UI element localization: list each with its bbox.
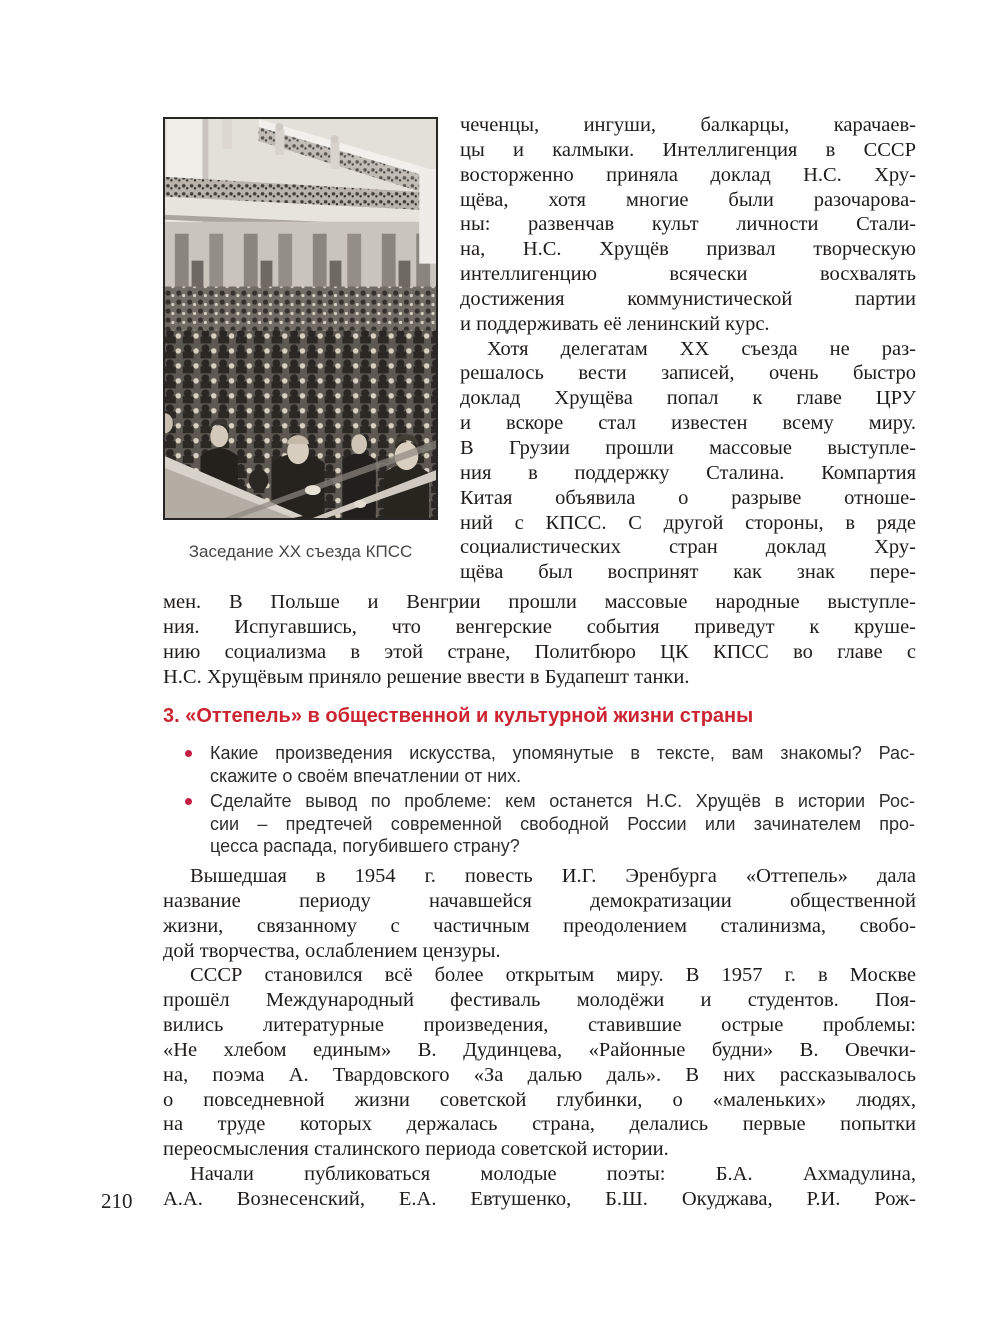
- text-line: щёва, хотя многие были разочарова-: [460, 188, 916, 211]
- right-column: [460, 113, 916, 585]
- text-line: Н.С. Хрущёвым приняло решение ввести в Будапешт танки.: [163, 665, 690, 688]
- continuation-paragraph: [163, 590, 916, 689]
- text-line: доклад Хрущёва попал к главе ЦРУ: [460, 387, 916, 410]
- congress-photo-illustration: [165, 119, 436, 518]
- text-line: и вскоре стал известен всему миру.: [460, 412, 916, 435]
- body-text: [163, 864, 916, 1212]
- text-line: восторженно приняла доклад Н.С. Хру-: [460, 163, 916, 186]
- text-line: вились литературные произведения, ставившие острые проблемы:: [163, 1014, 916, 1037]
- text-line: Какие произведения искусства, упомянутые в тексте, вам знакомы? Рас-: [210, 743, 915, 763]
- text-line: на, Н.С. Хрущёв призвал творческую: [460, 238, 916, 261]
- text-line: переосмысления сталинского периода советской истории.: [163, 1138, 669, 1161]
- text-line: ний с КПСС. С другой стороны, в ряде: [460, 511, 916, 534]
- text-line: Сделайте вывод по проблеме: кем останется Н.С. Хрущёв в истории Рос-: [210, 791, 915, 812]
- problem-bullets: [185, 742, 915, 861]
- photo-caption: Заседание XX съезда КПСС: [188, 542, 413, 561]
- bullet-text: [210, 742, 915, 787]
- text-line: Китая объявила о разрыве отноше-: [460, 486, 916, 509]
- text-line: дой творчества, ослаблением цензуры.: [163, 939, 501, 962]
- text-line: нию социализма в этой стране, Политбюро ЦК КПСС во главе с: [163, 640, 916, 663]
- text-line: интеллигенцию всячески восхвалять: [460, 263, 916, 286]
- text-line: жизни, связанному с частичным преодолением сталинизма, свобо-: [163, 914, 916, 937]
- bullet-dot-icon: [185, 750, 192, 757]
- text-line: Вышедшая в 1954 г. повесть И.Г. Эренбурга «Оттепель» дала: [190, 865, 916, 887]
- text-line: на труде которых держалась страна, делались первые попытки: [163, 1113, 916, 1136]
- section-heading: 3. «Оттепель» в общественной и культурной жизни страны: [163, 705, 754, 727]
- text-line: А.А. Вознесенский, Е.А. Евтушенко, Б.Ш. Окуджава, Р.И. Рож-: [163, 1187, 916, 1210]
- text-line: о повседневной жизни советской глубинки, о «маленьких» людях,: [163, 1088, 916, 1111]
- text-line: мен. В Польше и Венгрии прошли массовые народные выступле-: [163, 591, 916, 613]
- congress-photo: [163, 117, 438, 520]
- bullet-dot-icon: [185, 798, 192, 805]
- text-line: социалистических стран доклад Хру-: [460, 536, 916, 559]
- text-line: В Грузии прошли массовые выступле-: [460, 436, 916, 459]
- text-line: СССР становился всё более открытым миру. В 1957 г. в Москве: [190, 964, 916, 987]
- text-line: скажите о своём впечатлении от них.: [210, 765, 522, 786]
- text-line: и поддерживать её ленинский курс.: [460, 312, 770, 335]
- text-line: ния. Испугавшись, что венгерские события приведут к круше-: [163, 615, 916, 638]
- bullet-item: [185, 742, 915, 787]
- text-line: цесса распада, погубившего страну?: [210, 836, 520, 857]
- text-line: решалось вести записей, очень быстро: [460, 362, 916, 385]
- bullet-item: [185, 790, 915, 858]
- text-line: Начали публиковаться молодые поэты: Б.А. Ахмадулина,: [190, 1163, 916, 1186]
- text-line: ния в поддержку Сталина. Компартия: [460, 461, 916, 484]
- bullet-text: [210, 790, 915, 858]
- text-line: Хотя делегатам XX съезда не раз-: [487, 337, 916, 360]
- text-line: на, поэма А. Твардовского «За далью даль». В них рассказывалось: [163, 1063, 916, 1086]
- text-line: щёва был воспринят как знак пере-: [460, 561, 916, 584]
- text-line: цы и калмыки. Интеллигенция в СССР: [460, 138, 916, 161]
- text-line: чеченцы, ингуши, балкарцы, карачаев-: [460, 114, 916, 136]
- text-line: ны: развенчав культ личности Стали-: [460, 213, 916, 236]
- text-line: достижения коммунистической партии: [460, 287, 916, 310]
- text-line: название периоду начавшейся демократизации общественной: [163, 889, 916, 912]
- text-line: прошёл Международный фестиваль молодёжи и студентов. Поя-: [163, 989, 916, 1012]
- text-line: сии – предтечей современной свободной России или зачинателем про-: [210, 813, 915, 834]
- page-number: 210: [101, 1189, 133, 1213]
- text-line: «Не хлебом единым» В. Дудинцева, «Районные будни» В. Овечки-: [163, 1038, 916, 1061]
